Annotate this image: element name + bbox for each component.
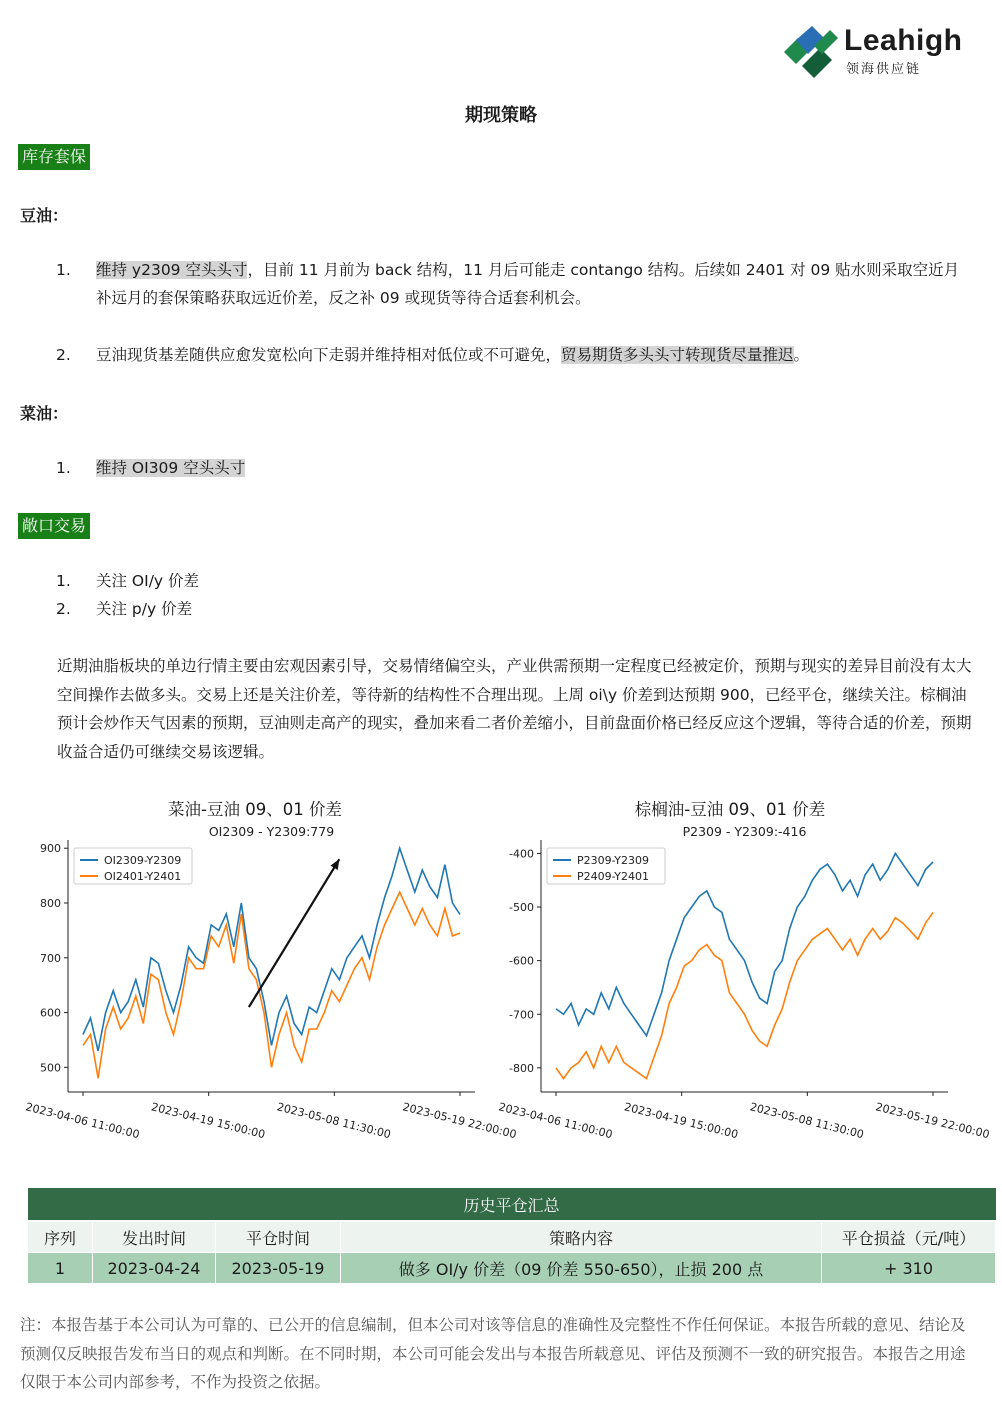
rape-item-1: [56, 454, 966, 482]
soy-item-1: [56, 256, 966, 312]
chart1: [20, 822, 518, 1154]
chart1-x-tick-label: 2023-05-08 11:30:00: [275, 1100, 393, 1142]
open-item-1: [56, 567, 966, 595]
chart2-series-1: [556, 912, 933, 1078]
soy-item-2-num: 2.: [56, 346, 71, 364]
cell-strategy: 做多 OI/y 价差（09 价差 550-650），止损 200 点: [341, 1253, 822, 1284]
chart1-y-tick-label: 900: [40, 842, 61, 856]
legend-label: OI2309-Y2309: [104, 854, 182, 867]
history-table: [27, 1188, 996, 1284]
rape-item-1-highlight: 维持 OI309 空头头寸: [96, 459, 246, 477]
open-item-2-text: 关注 p/y 价差: [96, 600, 193, 618]
soy-item-2-end: 。: [793, 346, 810, 364]
col-header-issue: 发出时间: [93, 1221, 216, 1253]
chart2-subtitle: P2309 - Y2309:-416: [682, 824, 807, 839]
legend-label: P2409-Y2401: [577, 870, 650, 883]
table-row: [28, 1253, 996, 1284]
chart1-subtitle: OI2309 - Y2309:779: [208, 824, 335, 839]
open-item-1-num: 1.: [56, 572, 71, 590]
chart1-y-tick-label: 500: [40, 1061, 61, 1075]
chart2-y-tick-label: -800: [509, 1061, 534, 1075]
chart2-y-tick-label: -600: [509, 954, 534, 968]
cell-issue: 2023-04-24: [93, 1253, 216, 1284]
chart2-x-tick-label: 2023-04-19 15:00:00: [622, 1100, 740, 1142]
col-header-close: 平仓时间: [216, 1221, 341, 1253]
chart1-series-1: [83, 892, 460, 1078]
chart1-y-tick-label: 700: [40, 951, 61, 965]
section-hedge: 库存套保: [18, 144, 90, 170]
company-logo: [780, 22, 980, 82]
soy-item-2-highlight: 贸易期货多头头寸转现货尽量推迟: [561, 346, 794, 364]
open-item-1-text: 关注 OI/y 价差: [96, 572, 200, 590]
cell-pnl: + 310: [822, 1253, 996, 1284]
chart2: [493, 822, 991, 1154]
chart2-title: 棕榈油-豆油 09、01 价差: [634, 800, 826, 819]
logo-name: Leahigh: [844, 24, 963, 57]
cell-close: 2023-05-19: [216, 1253, 341, 1284]
soy-item-1-highlight: 维持 y2309 空头头寸: [96, 261, 248, 279]
soy-item-2: [56, 341, 966, 369]
rape-label: 菜油：: [20, 404, 69, 423]
chart2-x-tick-label: 2023-05-08 11:30:00: [748, 1100, 866, 1142]
cell-seq: 1: [28, 1253, 93, 1284]
legend-label: P2309-Y2309: [577, 854, 650, 867]
col-header-seq: 序列: [28, 1221, 93, 1253]
chart2-y-tick-label: -700: [509, 1008, 534, 1022]
chart2-legend: [547, 848, 665, 884]
rape-item-1-num: 1.: [56, 459, 71, 477]
col-header-strategy: 策略内容: [341, 1221, 822, 1253]
chart1-y-tick-label: 800: [40, 897, 61, 910]
analysis-paragraph: 近期油脂板块的单边行情主要由宏观因素引导，交易情绪偏空头，产业供需预期一定程度已经被定价，预期与现实的差异目前没有太大空间操作去做多头。交易上还是关注价差，等待新的结构性不合理出现。上周 oi\y 价差到达预期 900，已经平仓，继续关注。棕榈油预计会炒作天气因素的预期，豆油则走高产的现实，叠加来看二者价差缩小，目前盘面价格已经反应这个逻辑，等待合适的价差，预期收益合适仍可继续交易该逻辑。: [57, 657, 972, 761]
section-open: 敞口交易: [18, 513, 90, 539]
open-item-2: [56, 595, 966, 623]
chart1-title: 菜油-豆油 09、01 价差: [168, 800, 342, 819]
col-header-pnl: 平仓损益（元/吨）: [822, 1221, 996, 1253]
chart1-y-tick-label: 600: [40, 1006, 61, 1020]
chart1-legend: [74, 848, 192, 884]
chart2-y-tick-label: -500: [509, 901, 534, 915]
logo-subtitle: 领海供应链: [846, 62, 922, 77]
chart2-x-tick-label: 2023-05-19 22:00:00: [874, 1100, 991, 1142]
legend-label: OI2401-Y2401: [104, 870, 182, 883]
soy-item-1-num: 1.: [56, 261, 71, 279]
soy-label: 豆油：: [20, 206, 69, 225]
open-item-2-num: 2.: [56, 600, 71, 618]
page-title: 期现策略: [465, 105, 537, 126]
chart2-y-tick-label: -400: [509, 847, 534, 861]
soy-item-1-text: ，目前 11 月前为 back 结构，11 月后可能走 contango 结构。后续如 2401 对 09 贴水则采取空近月补远月的套保策略获取远近价差，反之补 09 或现货等待合适套利机会。: [96, 261, 960, 307]
chart1-x-tick-label: 2023-05-19 22:00:00: [401, 1100, 518, 1142]
chart2-x-tick-label: 2023-04-06 11:00:00: [497, 1100, 614, 1142]
chart1-x-tick-label: 2023-04-06 11:00:00: [24, 1100, 141, 1142]
disclaimer-note: 注：本报告基于本公司认为可靠的、已公开的信息编制，但本公司对该等信息的准确性及完整性不作任何保证。本报告所载的意见、结论及预测仅反映报告发布当日的观点和判断。在不同时期，本公司可能会发出与本报告所载意见、评估及预测不一致的研究报告。本报告之用途仅限于本公司内部参考，不作为投资之依据。: [20, 1316, 966, 1391]
history-table-caption: 历史平仓汇总: [28, 1188, 996, 1221]
logo-mark-icon: [780, 22, 840, 78]
soy-item-2-text: 豆油现货基差随供应愈发宽松向下走弱并维持相对低位或不可避免，: [96, 346, 562, 364]
chart1-x-tick-label: 2023-04-19 15:00:00: [149, 1100, 267, 1142]
